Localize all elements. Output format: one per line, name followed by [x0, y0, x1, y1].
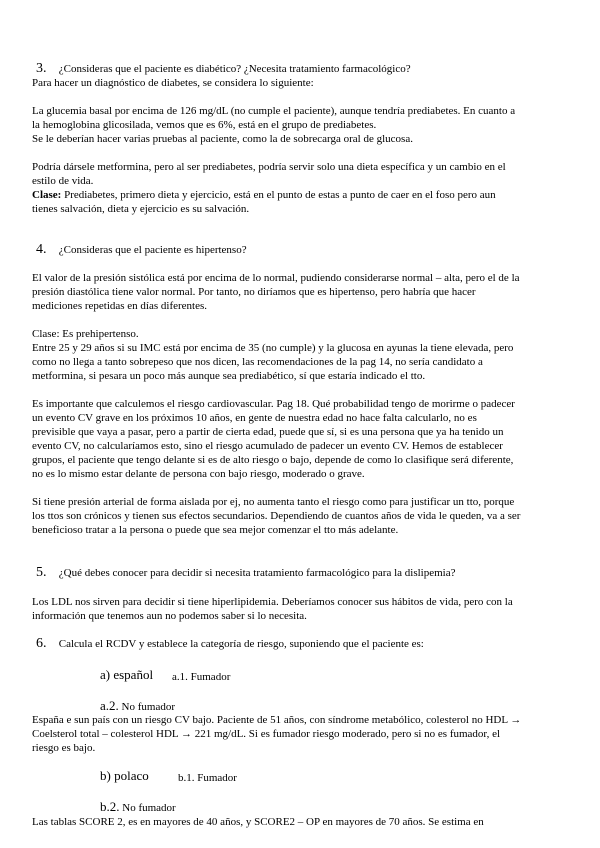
clase-label: Clase: [32, 189, 62, 201]
question-number: 4. [36, 242, 47, 257]
option-b-paragraph: Las tablas SCORE 2, es en mayores de 40 años, y SCORE2 – OP en mayores de 70 años. Se estima en [32, 816, 484, 828]
option-b1-label: b.1. Fumador [178, 772, 237, 784]
question-3-heading [36, 62, 576, 76]
question-text: ¿Qué debes conocer para decidir si necesita tratamiento farmacológico para la dislipemia? [58, 567, 456, 579]
question-number: 6. [36, 636, 47, 651]
q3-intro: Para hacer un diagnóstico de diabetes, se considera lo siguiente: [32, 77, 314, 89]
question-4-heading [36, 243, 576, 257]
option-a2-label: a.2. No fumador [100, 698, 175, 713]
option-a-label: a) español [100, 667, 154, 682]
question-text: ¿Consideras que el paciente es diabético? ¿Necesita tratamiento farmacológico? [58, 63, 411, 75]
q4-paragraph-2: Clase: Es prehipertenso. Entre 25 y 29 años si su IMC está por encima de 35 (no cumple) y la glucosa en ayunas la tiene elevada, pero como no llega a tanto sobrepeso que nos dicen, las recomendaciones de la pag 14, no sería candidato a metformina, si pesara un poco más aunque sea prediabético, sí que estaría indicado el tto. [32, 328, 514, 382]
question-number: 5. [36, 565, 47, 580]
option-a1-label: a.1. Fumador [172, 671, 231, 683]
option-a-paragraph: España e sun país con un riesgo CV bajo. Paciente de 51 años, con síndrome metabólico, colesterol no HDL → Coelsterol total – colesterol HDL → 221 mg/dL. Si es fumador riesgo moderado, pero si no es fumador, el riesgo es bajo. [32, 714, 522, 754]
question-6-heading [36, 637, 576, 651]
q4-paragraph-4: Si tiene presión arterial de forma aislada por ej, no aumenta tanto el riesgo como para justificar un tto, porque los ttos son crónicos y tienen sus efectos secundarios. Dependiendo de cuantos años de vida le queden, va a ser beneficioso tratar a la persona o puede que sea mejor comenzar el tto más adelante. [32, 496, 521, 536]
q4-paragraph-3: Es importante que calculemos el riesgo cardiovascular. Pag 18. Qué probabilidad tengo de morirme o padecer un evento CV grave en los próximos 10 años, en gente de nuestra edad no hace falta calcularlo, no es previsible que vaya a pasar, pero a partir de cierta edad, puede que sí, si es una persona que ya ha tenido un evento CV, no calcularíamos esto, sino el riesgo acumulado de padecer un evento CV. Hemos de establecer grupos, el paciente que tengo delante si es de alto riesgo o bajo, depende de como lo clasifique será diferente, no es lo mismo estar delante de persona con bajo riesgo, moderado o grave. [32, 398, 515, 480]
question-5-heading [36, 566, 576, 580]
q3-paragraph-1: La glucemia basal por encima de 126 mg/dL (no cumple el paciente), aunque tendría prediabetes. En cuanto a la hemoglobina glicosilada, vemos que es 6%, está en el grupo de prediabetes. Se le deberían hacer varias pruebas al paciente, como la de sobrecarga oral de glucosa. [32, 105, 516, 145]
option-b-label: b) polaco [100, 768, 149, 783]
q5-paragraph-1: Los LDL nos sirven para decidir si tiene hiperlipidemia. Deberíamos conocer sus hábitos de vida, pero con la información que tenemos aun no podemos saber si lo necesita. [32, 596, 513, 622]
q4-paragraph-1: El valor de la presión sistólica está por encima de lo normal, pudiendo considerarse normal – alta, pero el de la presión diastólica tiene valor normal. Por tanto, no diríamos que es hipertenso, pero habría que hacer mediciones repetidas en días diferentes. [32, 272, 520, 312]
option-b2-label: b.2. No fumador [100, 799, 176, 814]
question-text: Calcula el RCDV y establece la categoría de riesgo, suponiendo que el paciente es: [58, 638, 424, 650]
question-number: 3. [36, 61, 47, 76]
question-text: ¿Consideras que el paciente es hipertenso? [58, 244, 247, 256]
q3-paragraph-2: Podría dársele metformina, pero al ser prediabetes, podría servir solo una dieta específica y un cambio en el estilo de vida. Clase: Prediabetes, primero dieta y ejercicio, está en el punto de estas a punto de caer en el foso pero aun tienes salvación, dieta y ejercicio es su salvación. [32, 161, 506, 215]
